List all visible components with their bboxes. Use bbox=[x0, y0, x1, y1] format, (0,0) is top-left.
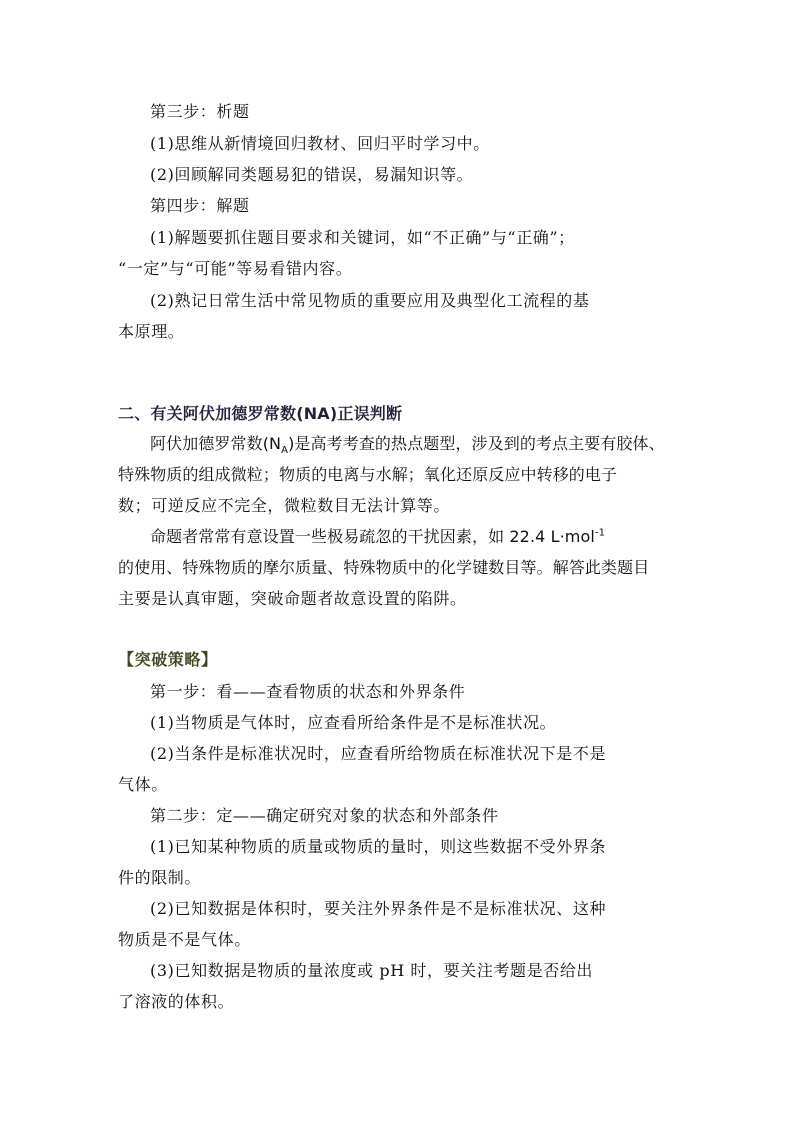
strategy-step2-point3-line1: (3)已知数据是物质的量浓度或 pH 时，要关注考题是否给出 bbox=[150, 961, 594, 980]
section2-para1-line1: 阿伏加德罗常数$(N_A)$是高考考查的热点题型，涉及到的考点主要有胶体、 bbox=[150, 434, 665, 457]
strategy-step2-point1-line1: (1)已知某种物质的质量或物质的量时，则这些数据不受外界条 bbox=[150, 837, 607, 856]
strategy-step1-title: 第一步：看——查看物质的状态和外界条件 bbox=[150, 682, 466, 701]
step3-point1: (1)思维从新情境回归教材、回归平时学习中。 bbox=[150, 134, 490, 153]
step4-point2-line1: (2)熟记日常生活中常见物质的重要应用及典型化工流程的基 bbox=[150, 291, 590, 310]
step3-title: 第三步：析题 bbox=[150, 102, 250, 121]
strategy-step2-point2-line2: 物质是不是气体。 bbox=[118, 930, 251, 949]
section2-para2-line2: 的使用、特殊物质的摩尔质量、特殊物质中的化学键数目等。解答此类题目 bbox=[118, 558, 650, 577]
strategy-step1-point2-line1: (2)当条件是标准状况时，应查看所给物质在标准状况下是不是 bbox=[150, 744, 607, 763]
strategy-step2-point3-line2: 了溶液的体积。 bbox=[118, 992, 235, 1011]
strategy-step1-point1: (1)当物质是气体时，应查看所给条件是不是标准状况。 bbox=[150, 713, 557, 732]
strategy-step1-point2-line2: 气体。 bbox=[118, 775, 168, 794]
step4-point2-line2: 本原理。 bbox=[118, 322, 185, 341]
section2-para2-line1: 命题者常常有意设置一些极易疏忽的干扰因素，如 22.4 L·mol$^{-1}$ bbox=[150, 527, 606, 546]
section2-para2-line3: 主要是认真审题，突破命题者故意设置的陷阱。 bbox=[118, 589, 467, 608]
strategy-step2-title: 第二步：定——确定研究对象的状态和外部条件 bbox=[150, 806, 499, 825]
step4-point1-line1: (1)解题要抓住题目要求和关键词，如“不正确”与“正确”； bbox=[150, 228, 575, 247]
strategy-step2-point2-line1: (2)已知数据是体积时，要关注外界条件是不是标准状况、这种 bbox=[150, 899, 607, 918]
strategy-heading: 【突破策略】 bbox=[118, 650, 218, 669]
step3-point2: (2)回顾解同类题易犯的错误，易漏知识等。 bbox=[150, 165, 474, 184]
section2-para1-line3: 数；可逆反应不完全，微粒数目无法计算等。 bbox=[118, 496, 451, 515]
section-heading: 二、有关阿伏加德罗常数(NA)正误判断 bbox=[118, 404, 403, 423]
step4-point1-line2: “一定”与“可能”等易看错内容。 bbox=[118, 259, 353, 278]
strategy-step2-point1-line2: 件的限制。 bbox=[118, 868, 202, 887]
section2-para1-line2: 特殊物质的组成微粒；物质的电离与水解；氧化还原反应中转移的电子 bbox=[118, 465, 618, 484]
step4-title: 第四步：解题 bbox=[150, 196, 250, 215]
